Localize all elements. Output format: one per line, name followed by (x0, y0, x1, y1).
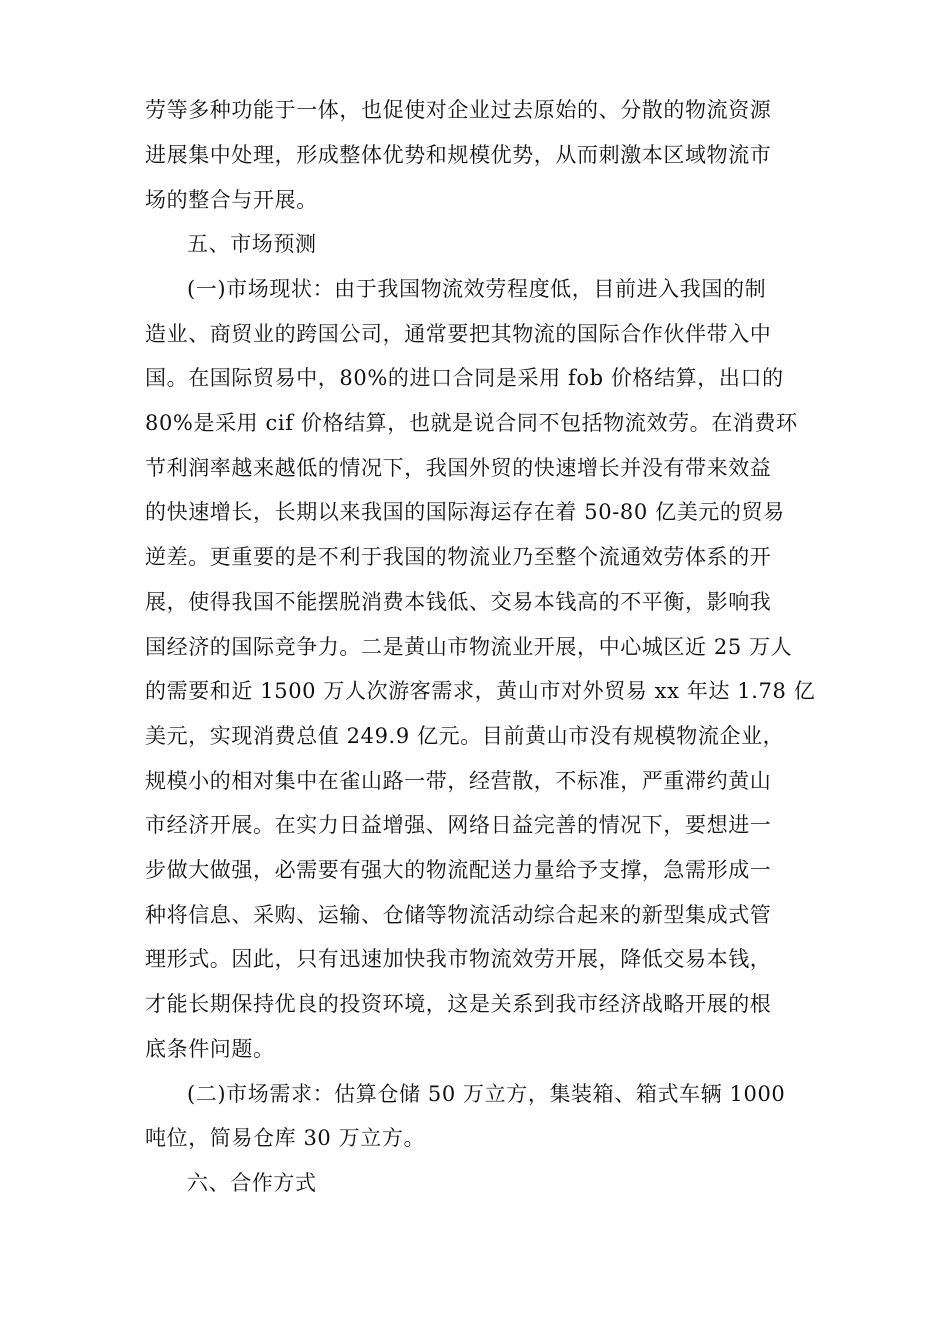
body-text-line: 节利润率越来越低的情况下，我国外贸的快速增长并没有带来效益 (145, 456, 772, 480)
body-text-line: 的需要和近 1500 万人次游客需求，黄山市对外贸易 xx 年达 1.78 亿 (145, 679, 816, 703)
body-text-line: 吨位，简易仓库 30 万立方。 (145, 1126, 426, 1150)
body-text-line: 国经济的国际竞争力。二是黄山市物流业开展，中心城区近 25 万人 (145, 635, 793, 659)
body-text-line: 进展集中处理，形成整体优势和规模优势，从而刺激本区域物流市 (145, 143, 772, 167)
body-text-line: 理形式。因此，只有迅速加快我市物流效劳开展，降低交易本钱， (145, 947, 772, 971)
paragraph-start-line: (二)市场需求：估算仓储 50 万立方，集装箱、箱式车辆 1000 (187, 1082, 786, 1106)
body-text-line: 展，使得我国不能摆脱消费本钱低、交易本钱高的不平衡，影响我 (145, 590, 772, 614)
section-heading: 五、市场预测 (187, 232, 317, 256)
body-text-line: 种将信息、采购、运输、仓储等物流活动综合起来的新型集成式管 (145, 903, 772, 927)
body-text-line: 80%是采用 cif 价格结算，也就是说合同不包括物流效劳。在消费环 (145, 411, 798, 435)
body-text-line: 底条件问题。 (145, 1037, 275, 1061)
body-text-line: 美元，实现消费总值 249.9 亿元。目前黄山市没有规模物流企业， (145, 724, 785, 748)
body-text-line: 造业、商贸业的跨国公司，通常要把其物流的国际合作伙伴带入中 (145, 322, 772, 346)
body-text-line: 劳等多种功能于一体，也促使对企业过去原始的、分散的物流资源 (145, 98, 772, 122)
body-text-line: 规模小的相对集中在雀山路一带，经营散，不标准，严重滞约黄山 (145, 769, 772, 793)
body-text-line: 才能长期保持优良的投资环境，这是关系到我市经济战略开展的根 (145, 992, 772, 1016)
body-text-line: 国。在国际贸易中，80%的进口合同是采用 fob 价格结算，出口的 (145, 366, 784, 390)
section-heading: 六、合作方式 (187, 1171, 317, 1195)
body-text-line: 步做大做强，必需要有强大的物流配送力量给予支撑，急需形成一 (145, 858, 772, 882)
body-text-line: 的快速增长，长期以来我国的国际海运存在着 50-80 亿美元的贸易 (145, 500, 785, 524)
paragraph-start-line: (一)市场现状：由于我国物流效劳程度低，目前进入我国的制 (187, 277, 767, 301)
body-text-line: 逆差。更重要的是不利于我国的物流业乃至整个流通效劳体系的开 (145, 545, 772, 569)
body-text-line: 市经济开展。在实力日益增强、网络日益完善的情况下，要想进一 (145, 813, 772, 837)
body-text-line: 场的整合与开展。 (145, 188, 318, 212)
